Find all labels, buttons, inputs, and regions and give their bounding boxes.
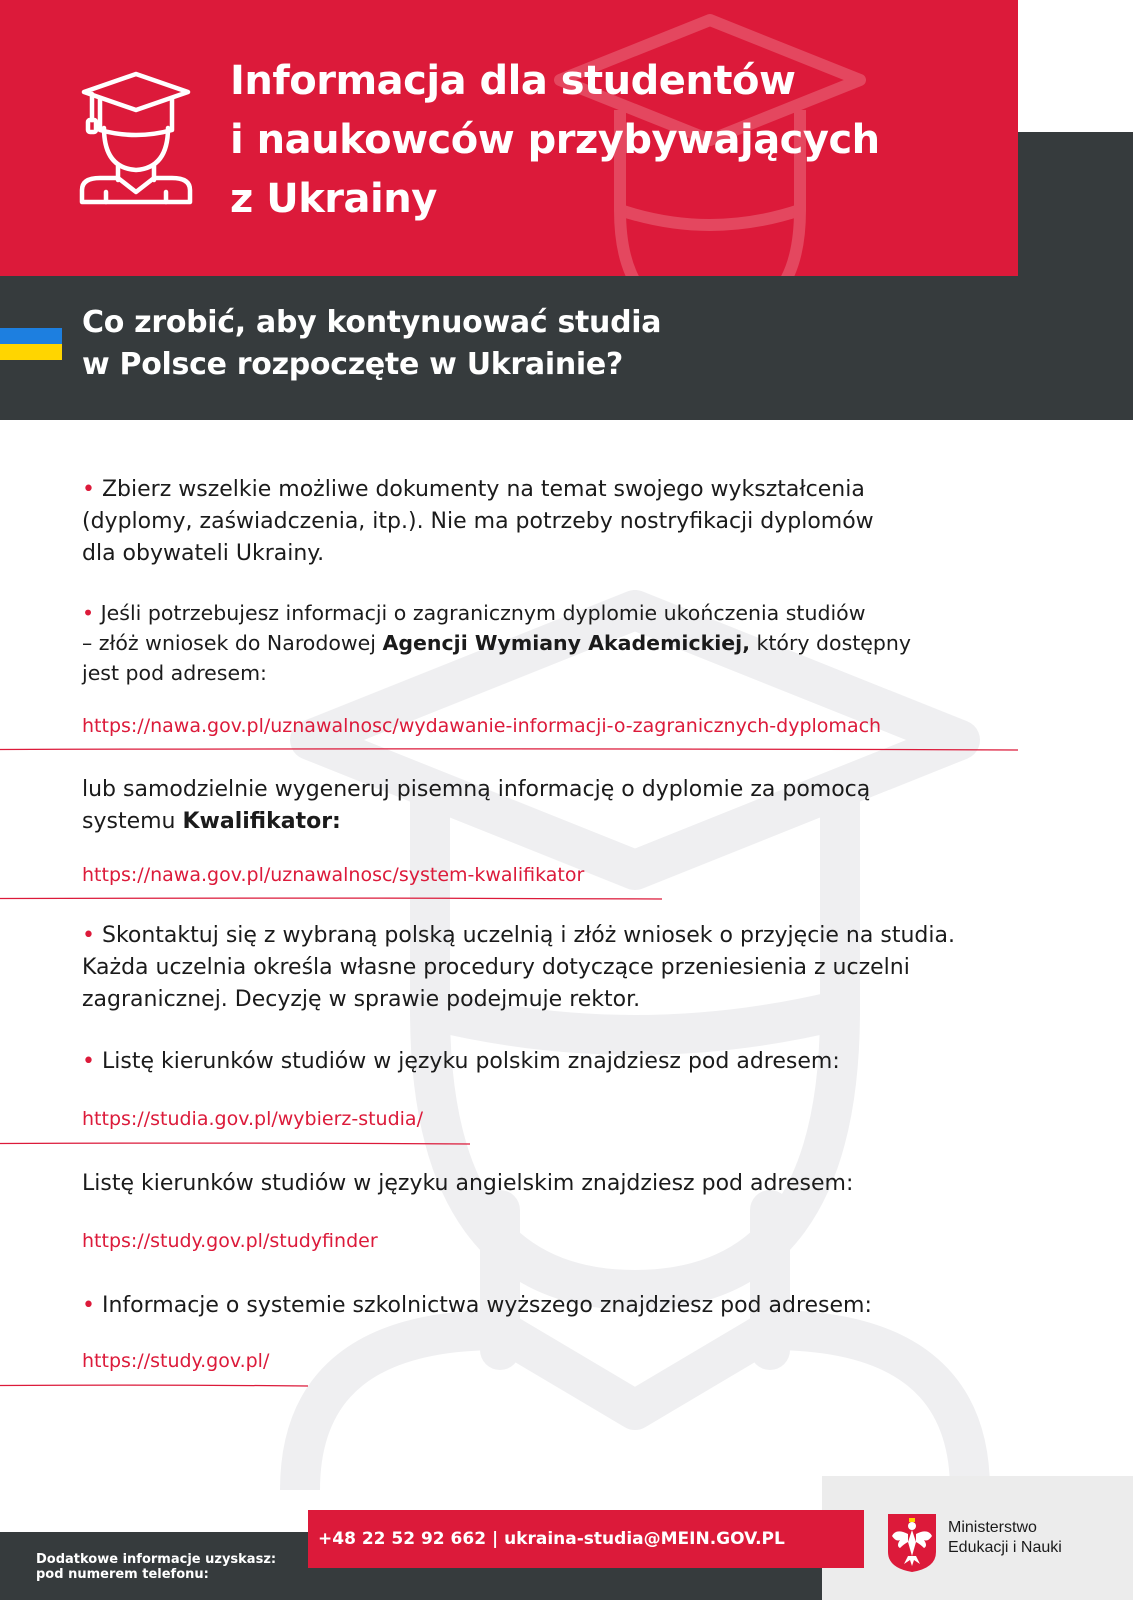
subheader-line-2: w Polsce rozpoczęte w Ukrainie? [82, 347, 624, 382]
polish-eagle-emblem-icon [886, 1512, 938, 1574]
link-nawa-kwalifikator[interactable]: https://nawa.gov.pl/uznawalnosc/system-kwalifikator [82, 864, 585, 886]
subheader-line-1: Co zrobić, aby kontynuować studia [82, 305, 662, 340]
paragraph-english-programs: Listę kierunków studiów w języku angielskim znajdziesz pod adresem: [82, 1171, 854, 1196]
link-studyfinder[interactable]: https://study.gov.pl/studyfinder [82, 1230, 378, 1252]
ministry-name: Ministerstwo Edukacji i Nauki [948, 1519, 1062, 1556]
bullet: • [82, 477, 95, 502]
paragraph-nawa: • Jeśli potrzebujesz informacji o zagranicznym dyplomie ukończenia studiów – złóż wniosek do Narodowej Agencji Wymiany Akademickiej, który dostępny jest pod adresem: [82, 601, 912, 685]
title-line-1: Informacja dla studentów [230, 58, 796, 104]
title-line-2: i naukowców przybywających [230, 117, 880, 163]
link-underline [0, 897, 664, 900]
paragraph-higher-education: • Informacje o systemie szkolnictwa wyższego znajdziesz pod adresem: [82, 1293, 872, 1318]
ministry-logo-block [822, 1476, 1133, 1600]
paragraph-polish-programs: • Listę kierunków studiów w języku polskim znajdziesz pod adresem: [82, 1049, 840, 1074]
link-underline [0, 1384, 310, 1387]
link-underline [0, 748, 1020, 751]
bullet: • [82, 1293, 95, 1318]
kwalifikator-name: Kwalifikator: [182, 809, 341, 834]
bullet: • [82, 601, 95, 625]
bullet: • [82, 923, 95, 948]
link-studia-wybierz[interactable]: https://studia.gov.pl/wybierz-studia/ [82, 1108, 423, 1130]
title-line-3: z Ukrainy [230, 176, 437, 222]
paragraph-documents: • Zbierz wszelkie możliwe dokumenty na temat swojego wykształcenia (dyplomy, zaświadczenia, itp.). Nie ma potrzeby nostryfikacji dyplomów dla obywateli Ukrainy. [82, 477, 874, 566]
agency-name: Agencji Wymiany Akademickiej, [382, 631, 750, 655]
link-nawa-foreign-diplomas[interactable]: https://nawa.gov.pl/uznawalnosc/wydawanie-informacji-o-zagranicznych-dyplomach [82, 715, 882, 737]
footer-contact[interactable]: +48 22 52 92 662 | ukraina-studia@MEIN.GOV.PL [308, 1510, 864, 1568]
link-underline [0, 1142, 472, 1145]
paragraph-kwalifikator: lub samodzielnie wygeneruj pisemną informację o dyplomie za pomocą systemu Kwalifikator: [82, 777, 871, 834]
link-study-gov[interactable]: https://study.gov.pl/ [82, 1350, 270, 1372]
bullet: • [82, 1049, 95, 1074]
paragraph-contact-university: • Skontaktuj się z wybraną polską uczelnią i złóż wniosek o przyjęcie na studia. Każda uczelnia określa własne procedury dotyczące przeniesienia z uczelni zagranicznej. Decyzję w sprawie podejmuje rektor. [82, 923, 955, 1012]
footer-info-label: Dodatkowe informacje uzyskasz: pod numerem telefonu: [36, 1552, 277, 1582]
